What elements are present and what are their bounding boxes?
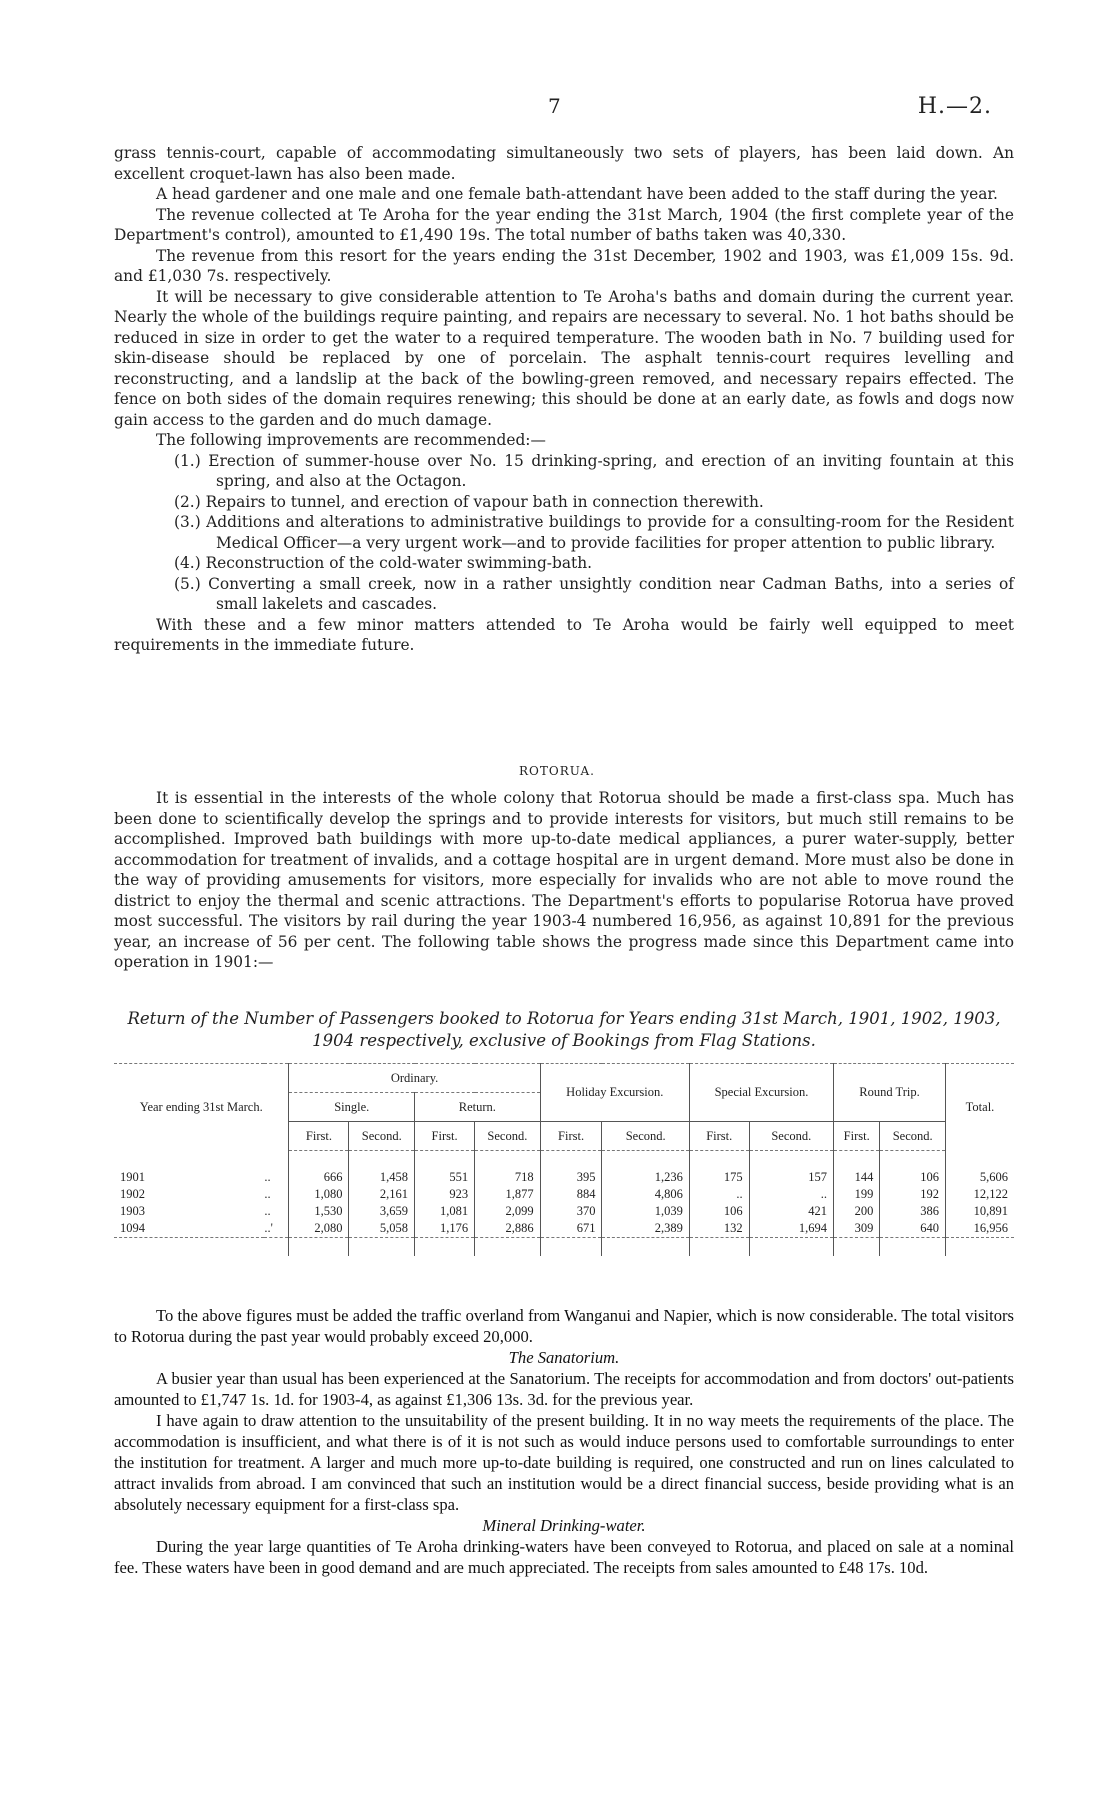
table-cell: 1,877 <box>475 1186 541 1203</box>
header-round: Round Trip. <box>834 1064 946 1122</box>
table-cell: 370 <box>540 1203 602 1220</box>
list-item: (5.) Converting a small creek, now in a rather unsightly condition near Cadman Baths, into a series of small lakelets and cascades. <box>174 574 1014 613</box>
table-cell: 3,659 <box>349 1203 415 1220</box>
year-cell: 1901 <box>120 1170 145 1184</box>
list-item: (1.) Erection of summer-house over No. 15 drinking-spring, and erection of an inviting fountain at this spring, and also at the Octagon. <box>174 451 1014 490</box>
paragraph: The following improvements are recommended:— <box>156 431 546 449</box>
paragraph: I have again to draw attention to the unsuitability of the present building. It in no way meets the requirements of the place. The accommodation is insufficient, and what there is of it is not such as would induce persons used to comfortable surroundings to enter the institution for treatment. A larger and much more up-to-date building is required, one constructed and run on lines calculated to attract invalids from abroad. I am convinced that such an institution would be a direct financial success, beside providing what is an absolutely necessary equipment for a first-class spa. <box>114 1411 1014 1514</box>
header-second: Second. <box>475 1122 541 1151</box>
table-cell: 2,389 <box>602 1220 689 1238</box>
table-cell: .. <box>749 1186 833 1203</box>
header-ordinary: Ordinary. <box>289 1064 540 1093</box>
table-cell: 5,058 <box>349 1220 415 1238</box>
year-cell: 1094 <box>114 1220 264 1238</box>
header-second: Second. <box>749 1122 833 1151</box>
table-row <box>114 1203 1014 1220</box>
paragraph: It will be necessary to give considerable attention to Te Aroha's baths and domain during the current year. Nearly the whole of the buildings require painting, and repairs are necessary to several. No. 1 hot baths should be reduced in size in order to get the water to a required temperature. The wooden bath in No. 7 building used for skin-disease should be replaced by one of porcelain. The asphalt tennis-court requires levelling and reconstructing, and a landslip at the back of the bowling-green removed, and necessary repairs effected. The fence on both sides of the domain requires renewing; this should be done at an early date, as fowls and dogs now gain access to the garden and do much damage. <box>114 287 1014 429</box>
table-cell: 1,694 <box>749 1220 833 1238</box>
table-cell: 1,530 <box>289 1203 349 1220</box>
table-cell: 4,806 <box>602 1186 689 1203</box>
page-number: 7 <box>548 94 561 118</box>
table-cell: 2,080 <box>289 1220 349 1238</box>
paragraph: To the above figures must be added the traffic overland from Wanganui and Napier, which is now considerable. The total visitors to Rotorua during the past year would probably exceed 20,000. <box>114 1306 1014 1346</box>
table-cell: 1,176 <box>415 1220 475 1238</box>
paragraph: The revenue collected at Te Aroha for the year ending the 31st March, 1904 (the first complete year of the Department's control), amounted to £1,490 19s. The total number of baths taken was 40,330. <box>114 205 1014 244</box>
table-cell: 10,891 <box>945 1203 1014 1220</box>
table-cell: 2,886 <box>475 1220 541 1238</box>
table-cell: 884 <box>540 1186 602 1203</box>
table-cell: 192 <box>880 1186 946 1203</box>
table-cell: 157 <box>749 1169 833 1186</box>
table-cell: 671 <box>540 1220 602 1238</box>
table-cell: 2,161 <box>349 1186 415 1203</box>
rotorua-section <box>114 788 1014 973</box>
header-first: First. <box>689 1122 749 1151</box>
table-caption: Return of the Number of Passengers booked to Rotorua for Years ending 31st March, 1901, 1902, 1903, 1904 respectively, exclusive of Bookings from Flag Stations. <box>127 1009 1001 1050</box>
list-item: (2.) Repairs to tunnel, and erection of vapour bath in connection therewith. <box>174 492 764 511</box>
list-item: (3.) Additions and alterations to administrative buildings to provide for a consulting-room for the Resident Medical Officer—a very urgent work—and to provide facilities for proper attention to public library. <box>174 513 1014 552</box>
table-cell: .. <box>689 1186 749 1203</box>
table-cell: 718 <box>475 1169 541 1186</box>
paragraph: With these and a few minor matters attended to Te Aroha would be fairly well equipped to meet requirements in the immediate future. <box>114 615 1014 654</box>
improvements-list <box>114 451 1014 615</box>
leader-dots: .. <box>264 1204 271 1218</box>
table-cell: 666 <box>289 1169 349 1186</box>
paragraph: It is essential in the interests of the whole colony that Rotorua should be made a first-class spa. Much has been done to scientifically develop the springs and to provide interests for visitors, but much still remains to be accomplished. Improved bath buildings with more up-to-date medical appliances, a purer water-supply, better accommodation for treatment of invalids, and a cottage hospital are in urgent demand. More must also be done in the way of providing amusements for visitors, more especially for invalids who are not able to move round the district to enjoy the thermal and scenic attractions. The Department's efforts to popularise Rotorua have proved most successful. The visitors by rail during the year 1903-4 numbered 16,956, as against 10,891 for the previous year, an increase of 56 per cent. The following table shows the progress made since this Department came into operation in 1901:— <box>114 789 1014 971</box>
table-cell: 106 <box>689 1203 749 1220</box>
table-cell: 2,099 <box>475 1203 541 1220</box>
table-cell: 5,606 <box>945 1169 1014 1186</box>
header-first: First. <box>540 1122 602 1151</box>
header-second: Second. <box>349 1122 415 1151</box>
table-cell: 640 <box>880 1220 946 1238</box>
table-cell: 175 <box>689 1169 749 1186</box>
paragraph: A head gardener and one male and one female bath-attendant have been added to the staff during the year. <box>156 185 998 203</box>
paragraph: grass tennis-court, capable of accommodating simultaneously two sets of players, has been laid down. An excellent croquet-lawn has also been made. <box>114 144 1014 183</box>
mineral-water-heading: Mineral Drinking-water. <box>482 1516 646 1535</box>
passenger-table <box>114 1063 1014 1256</box>
header-second: Second. <box>880 1122 946 1151</box>
paragraph: A busier year than usual has been experienced at the Sanatorium. The receipts for accommodation and from doctors' out-patients amounted to £1,747 1s. 1d. for 1903-4, as against £1,306 13s. 3d. for the previous year. <box>114 1369 1014 1409</box>
table-cell: 106 <box>880 1169 946 1186</box>
table-cell: 16,956 <box>945 1220 1014 1238</box>
year-cell: 1903 <box>120 1204 145 1218</box>
header-first: First. <box>834 1122 880 1151</box>
table-cell: 199 <box>834 1186 880 1203</box>
table-cell: 1,236 <box>602 1169 689 1186</box>
table-cell: 1,458 <box>349 1169 415 1186</box>
header-special: Special Excursion. <box>689 1064 833 1122</box>
header-first: First. <box>415 1122 475 1151</box>
te-aroha-section <box>114 143 1014 656</box>
document-code: H.—2. <box>917 94 992 119</box>
list-item: (4.) Reconstruction of the cold-water swimming-bath. <box>174 554 593 572</box>
header-return: Return. <box>415 1093 541 1122</box>
leader-dots: .. <box>264 1187 271 1201</box>
table-cell: 132 <box>689 1220 749 1238</box>
header-first: First. <box>289 1122 349 1151</box>
table-row <box>114 1169 1014 1186</box>
table-row <box>114 1220 1014 1238</box>
header-holiday: Holiday Excursion. <box>540 1064 689 1122</box>
header-single: Single. <box>289 1093 415 1122</box>
table-cell: 923 <box>415 1186 475 1203</box>
table-cell: 200 <box>834 1203 880 1220</box>
table-cell: 1,081 <box>415 1203 475 1220</box>
table-cell: 395 <box>540 1169 602 1186</box>
table-cell: 551 <box>415 1169 475 1186</box>
table-cell: 1,039 <box>602 1203 689 1220</box>
header-year: Year ending 31st March. <box>114 1064 289 1151</box>
header-second: Second. <box>602 1122 689 1151</box>
leader-dots: ..' <box>264 1220 289 1238</box>
table-cell: 12,122 <box>945 1186 1014 1203</box>
sanatorium-heading: The Sanatorium. <box>508 1348 620 1367</box>
table-cell: 309 <box>834 1220 880 1238</box>
year-cell: 1902 <box>120 1187 145 1201</box>
after-table-section <box>114 1305 1014 1578</box>
section-heading-rotorua: ROTORUA. <box>519 764 595 778</box>
table-cell: 144 <box>834 1169 880 1186</box>
header-total: Total. <box>945 1064 1014 1151</box>
paragraph: The revenue from this resort for the years ending the 31st December, 1902 and 1903, was £1,009 15s. 9d. and £1,030 7s. respectively. <box>114 246 1014 285</box>
table-cell: 421 <box>749 1203 833 1220</box>
table-row <box>114 1186 1014 1203</box>
leader-dots: .. <box>264 1170 271 1184</box>
table-cell: 386 <box>880 1203 946 1220</box>
table-cell: 1,080 <box>289 1186 349 1203</box>
paragraph: During the year large quantities of Te Aroha drinking-waters have been conveyed to Rotorua, and placed on sale at a nominal fee. These waters have been in good demand and are much appreciated. The receipts from sales amounted to £48 17s. 10d. <box>114 1537 1014 1577</box>
